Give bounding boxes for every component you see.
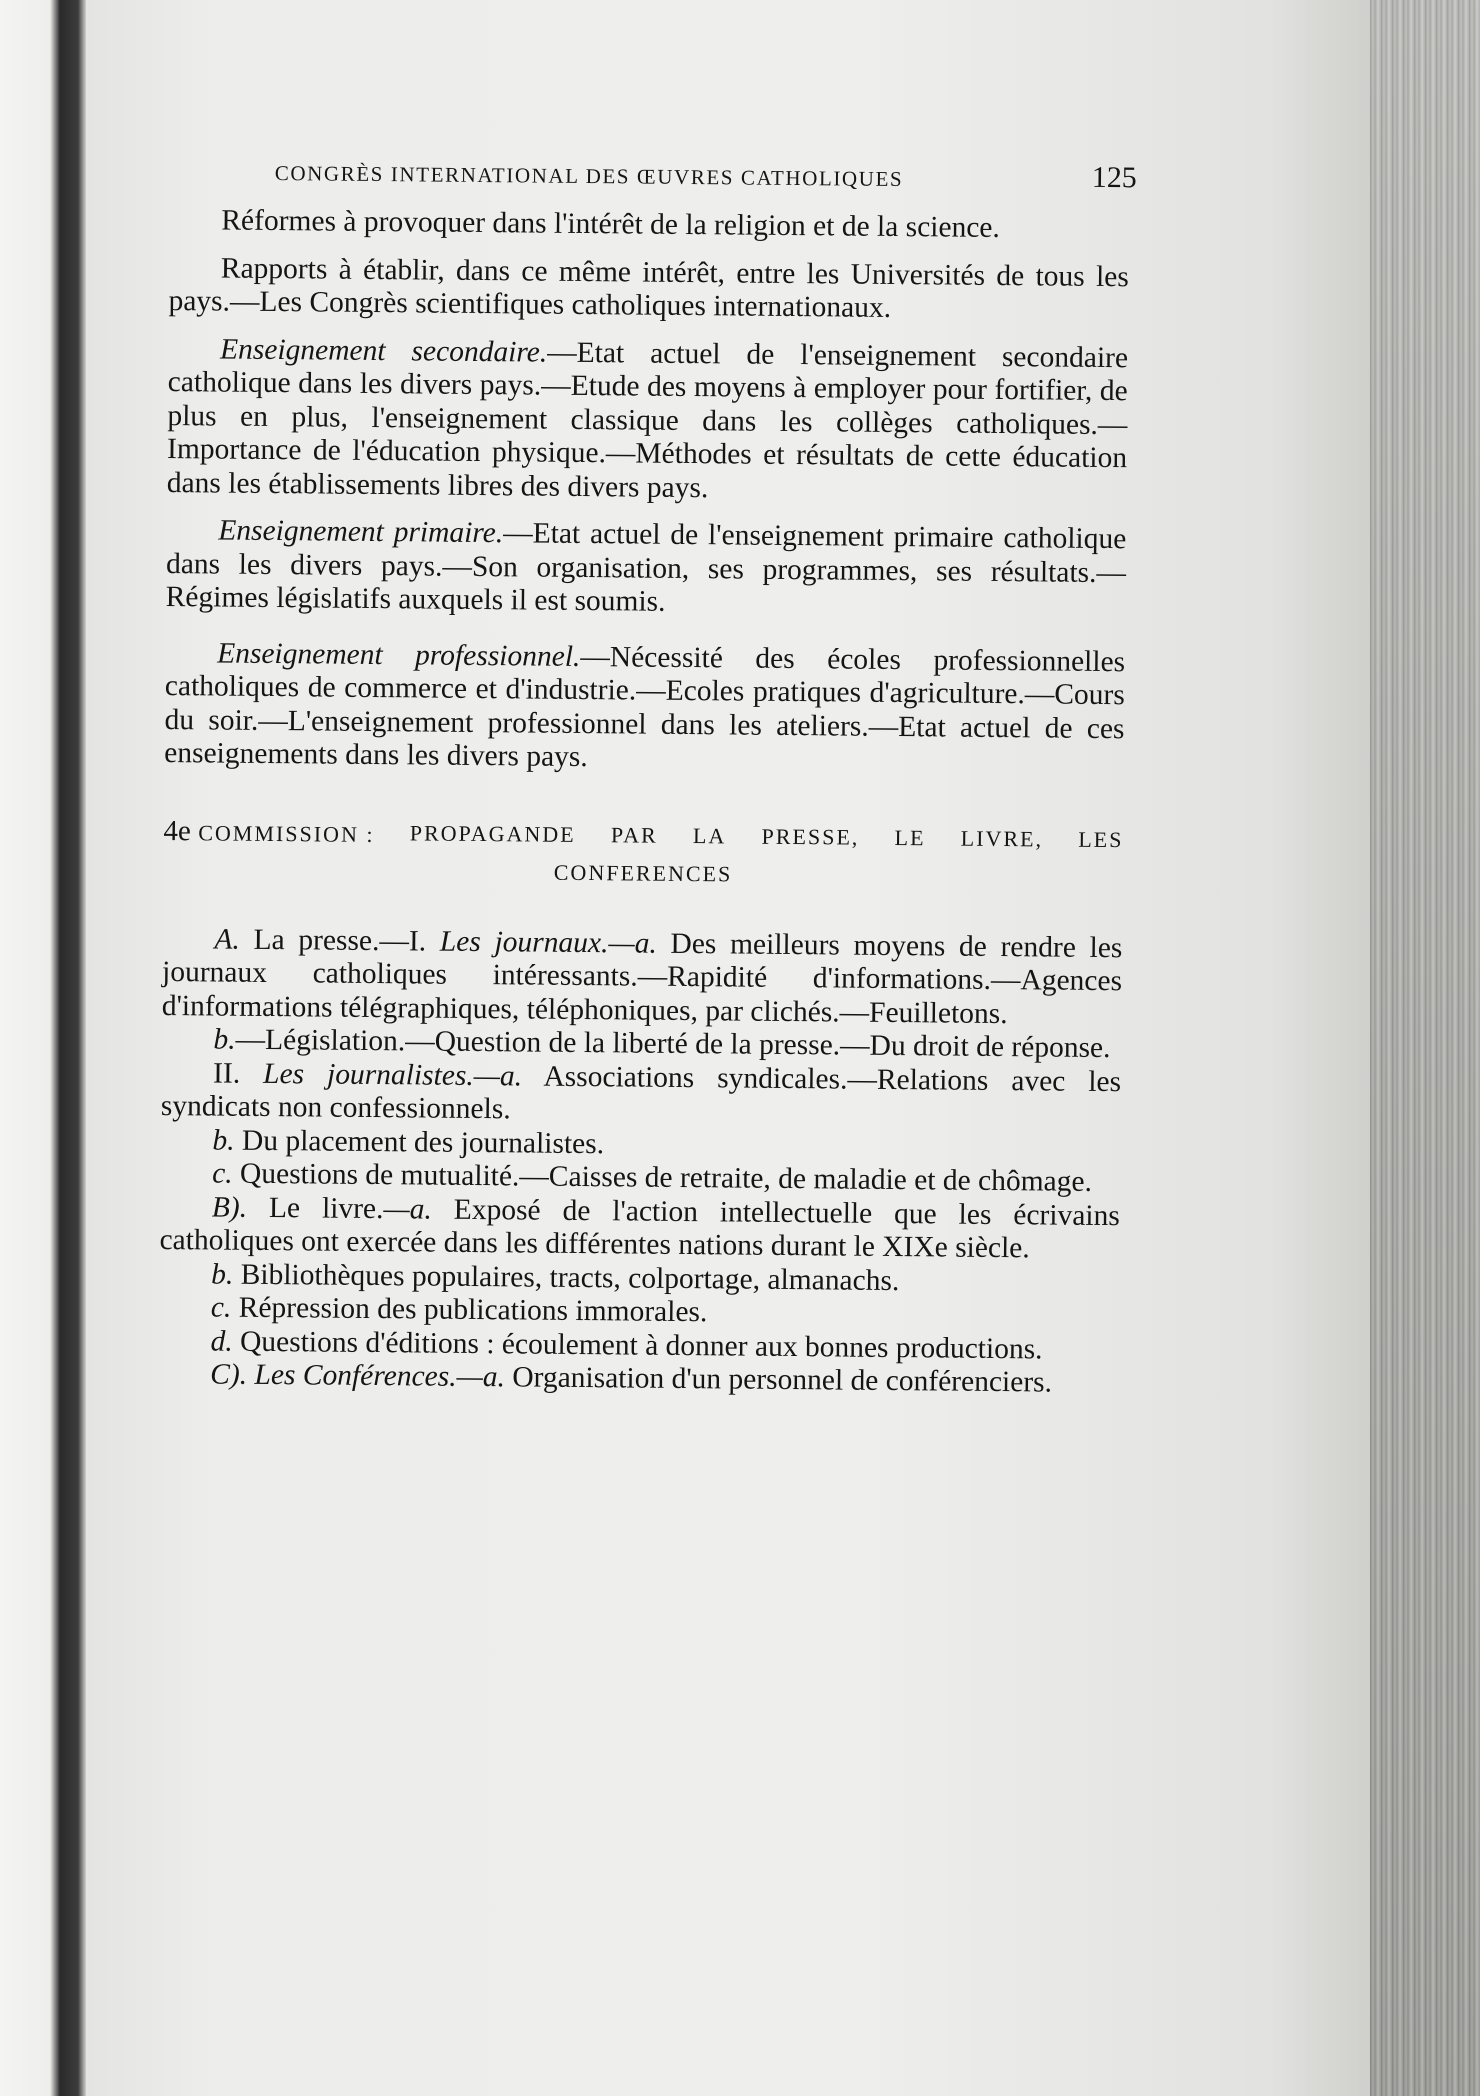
commission-heading-word: LE bbox=[894, 824, 926, 850]
paragraph-le-livre bbox=[159, 1190, 1120, 1266]
label-la-presse: La presse.—I. bbox=[239, 923, 441, 958]
text-placement: Du placement des journalistes. bbox=[234, 1124, 605, 1160]
paragraph-journalistes bbox=[161, 1056, 1122, 1132]
label-les-journalistes: Les journalistes.—a. bbox=[262, 1057, 523, 1092]
book-gutter-shadow bbox=[0, 0, 86, 2096]
label-c-paren: C). bbox=[210, 1358, 248, 1391]
paragraph-reformes: Réformes à provoquer dans l'intérêt de la religion et de la science. bbox=[221, 204, 1001, 244]
commission-heading-line2: CONFERENCES bbox=[553, 859, 733, 886]
text-bibliotheques: Bibliothèques populaires, tracts, colportage, almanachs. bbox=[233, 1258, 900, 1297]
running-head bbox=[170, 150, 1137, 199]
commission-heading-word: PROPAGANDE bbox=[409, 819, 576, 847]
page-text-block bbox=[158, 150, 1137, 1401]
label-b: b. bbox=[211, 1257, 234, 1291]
commission-number: 4e bbox=[163, 814, 191, 847]
commission-heading-word: PRESSE, bbox=[761, 823, 860, 850]
heading-enseignement-primaire: Enseignement primaire. bbox=[218, 514, 504, 550]
commission-heading-word: LES bbox=[1078, 826, 1124, 852]
heading-enseignement-secondaire: Enseignement secondaire. bbox=[219, 332, 548, 369]
text-legislation: —Législation.—Question de la liberté de la presse.—Du droit de réponse. bbox=[235, 1023, 1111, 1065]
paragraph-enseignement-secondaire bbox=[167, 332, 1129, 509]
paragraph-rapports: Rapports à établir, dans ce même intérêt, entre les Universités de tous les pays.—Les Congrès scientifiques catholiques internationaux. bbox=[168, 251, 1129, 324]
label-ii: II. bbox=[212, 1056, 264, 1090]
text-le-livre: Exposé de l'action intellectuelle que les écrivains catholiques ont exercée dans les différentes nations durant le XIXe siècle. bbox=[159, 1193, 1120, 1265]
commission-word: COMMISSION : bbox=[198, 819, 375, 847]
page-number: 125 bbox=[1091, 160, 1137, 195]
paragraph-enseignement-professionnel bbox=[164, 636, 1125, 779]
label-b: b. bbox=[212, 1123, 235, 1157]
label-b: b. bbox=[213, 1023, 236, 1056]
label-le-livre: Le livre. bbox=[246, 1191, 384, 1225]
text-journaux: Des meilleurs moyens de rendre les journaux catholiques intéressants.—Rapidité d'informations.—Agences d'informations télégraphiques, téléphoniques, par clichés.—Feuilletons. bbox=[161, 927, 1123, 1030]
heading-enseignement-professionnel: Enseignement professionnel. bbox=[217, 636, 581, 673]
text-enseignement-primaire: —Etat actuel de l'enseignement primaire catholique dans les divers pays.—Son organisation, ses programmes, ses résultats.—Régimes législatifs auxquels il est soumis. bbox=[165, 517, 1127, 618]
label-a: A. bbox=[214, 922, 240, 956]
paragraph-presse-journaux bbox=[162, 922, 1123, 1032]
paragraph-enseignement-primaire bbox=[166, 514, 1127, 624]
label-les-conferences: Les Conférences.—a. bbox=[254, 1358, 506, 1394]
running-title: CONGRÈS INTERNATIONAL DES ŒUVRES CATHOLIQUES bbox=[274, 161, 904, 192]
label-d: d. bbox=[210, 1324, 233, 1358]
label-les-journaux: Les journaux.—a. bbox=[439, 925, 657, 960]
commission-heading-word: LA bbox=[692, 822, 727, 848]
commission-heading bbox=[163, 812, 1124, 895]
label-c: c. bbox=[212, 1157, 233, 1190]
commission-heading-word bbox=[163, 812, 374, 852]
page-fore-edge bbox=[1370, 0, 1480, 2096]
text-repression: Répression des publications immorales. bbox=[231, 1291, 708, 1329]
label-c: c. bbox=[210, 1291, 232, 1324]
text-journalistes: Associations syndicales.—Relations avec les syndicats non confessionnels. bbox=[160, 1059, 1122, 1126]
commission-heading-word: PAR bbox=[610, 821, 658, 848]
label-b-paren: B). bbox=[211, 1190, 248, 1224]
text-enseignement-professionnel: —Nécessité des écoles professionnelles catholiques de commerce et d'industrie.—Ecoles pratiques d'agriculture.—Cours du soir.—L'enseignement professionnel dans les ateliers.—Etat actuel de ces enseignements dans les divers pays. bbox=[164, 640, 1126, 774]
text-conferences: Organisation d'un personnel de conférenciers. bbox=[504, 1361, 1053, 1399]
text-editions: Questions d'éditions : écoulement à donner aux bonnes productions. bbox=[232, 1325, 1043, 1365]
text-enseignement-secondaire: —Etat actuel de l'enseignement secondaire catholique dans les divers pays.—Etude des moyens à employer pour fortifier, de plus en plus, l'enseignement classique dans les collèges catholiques.—Importance de l'éducation physique.—Méthodes et résultats de cette éducation dans les établissements libres des divers pays. bbox=[166, 336, 1129, 504]
label-a: —a. bbox=[383, 1192, 432, 1226]
text-mutualite: Questions de mutualité.—Caisses de retraite, de maladie et de chômage. bbox=[232, 1157, 1093, 1198]
commission-heading-word: LIVRE, bbox=[960, 825, 1044, 851]
